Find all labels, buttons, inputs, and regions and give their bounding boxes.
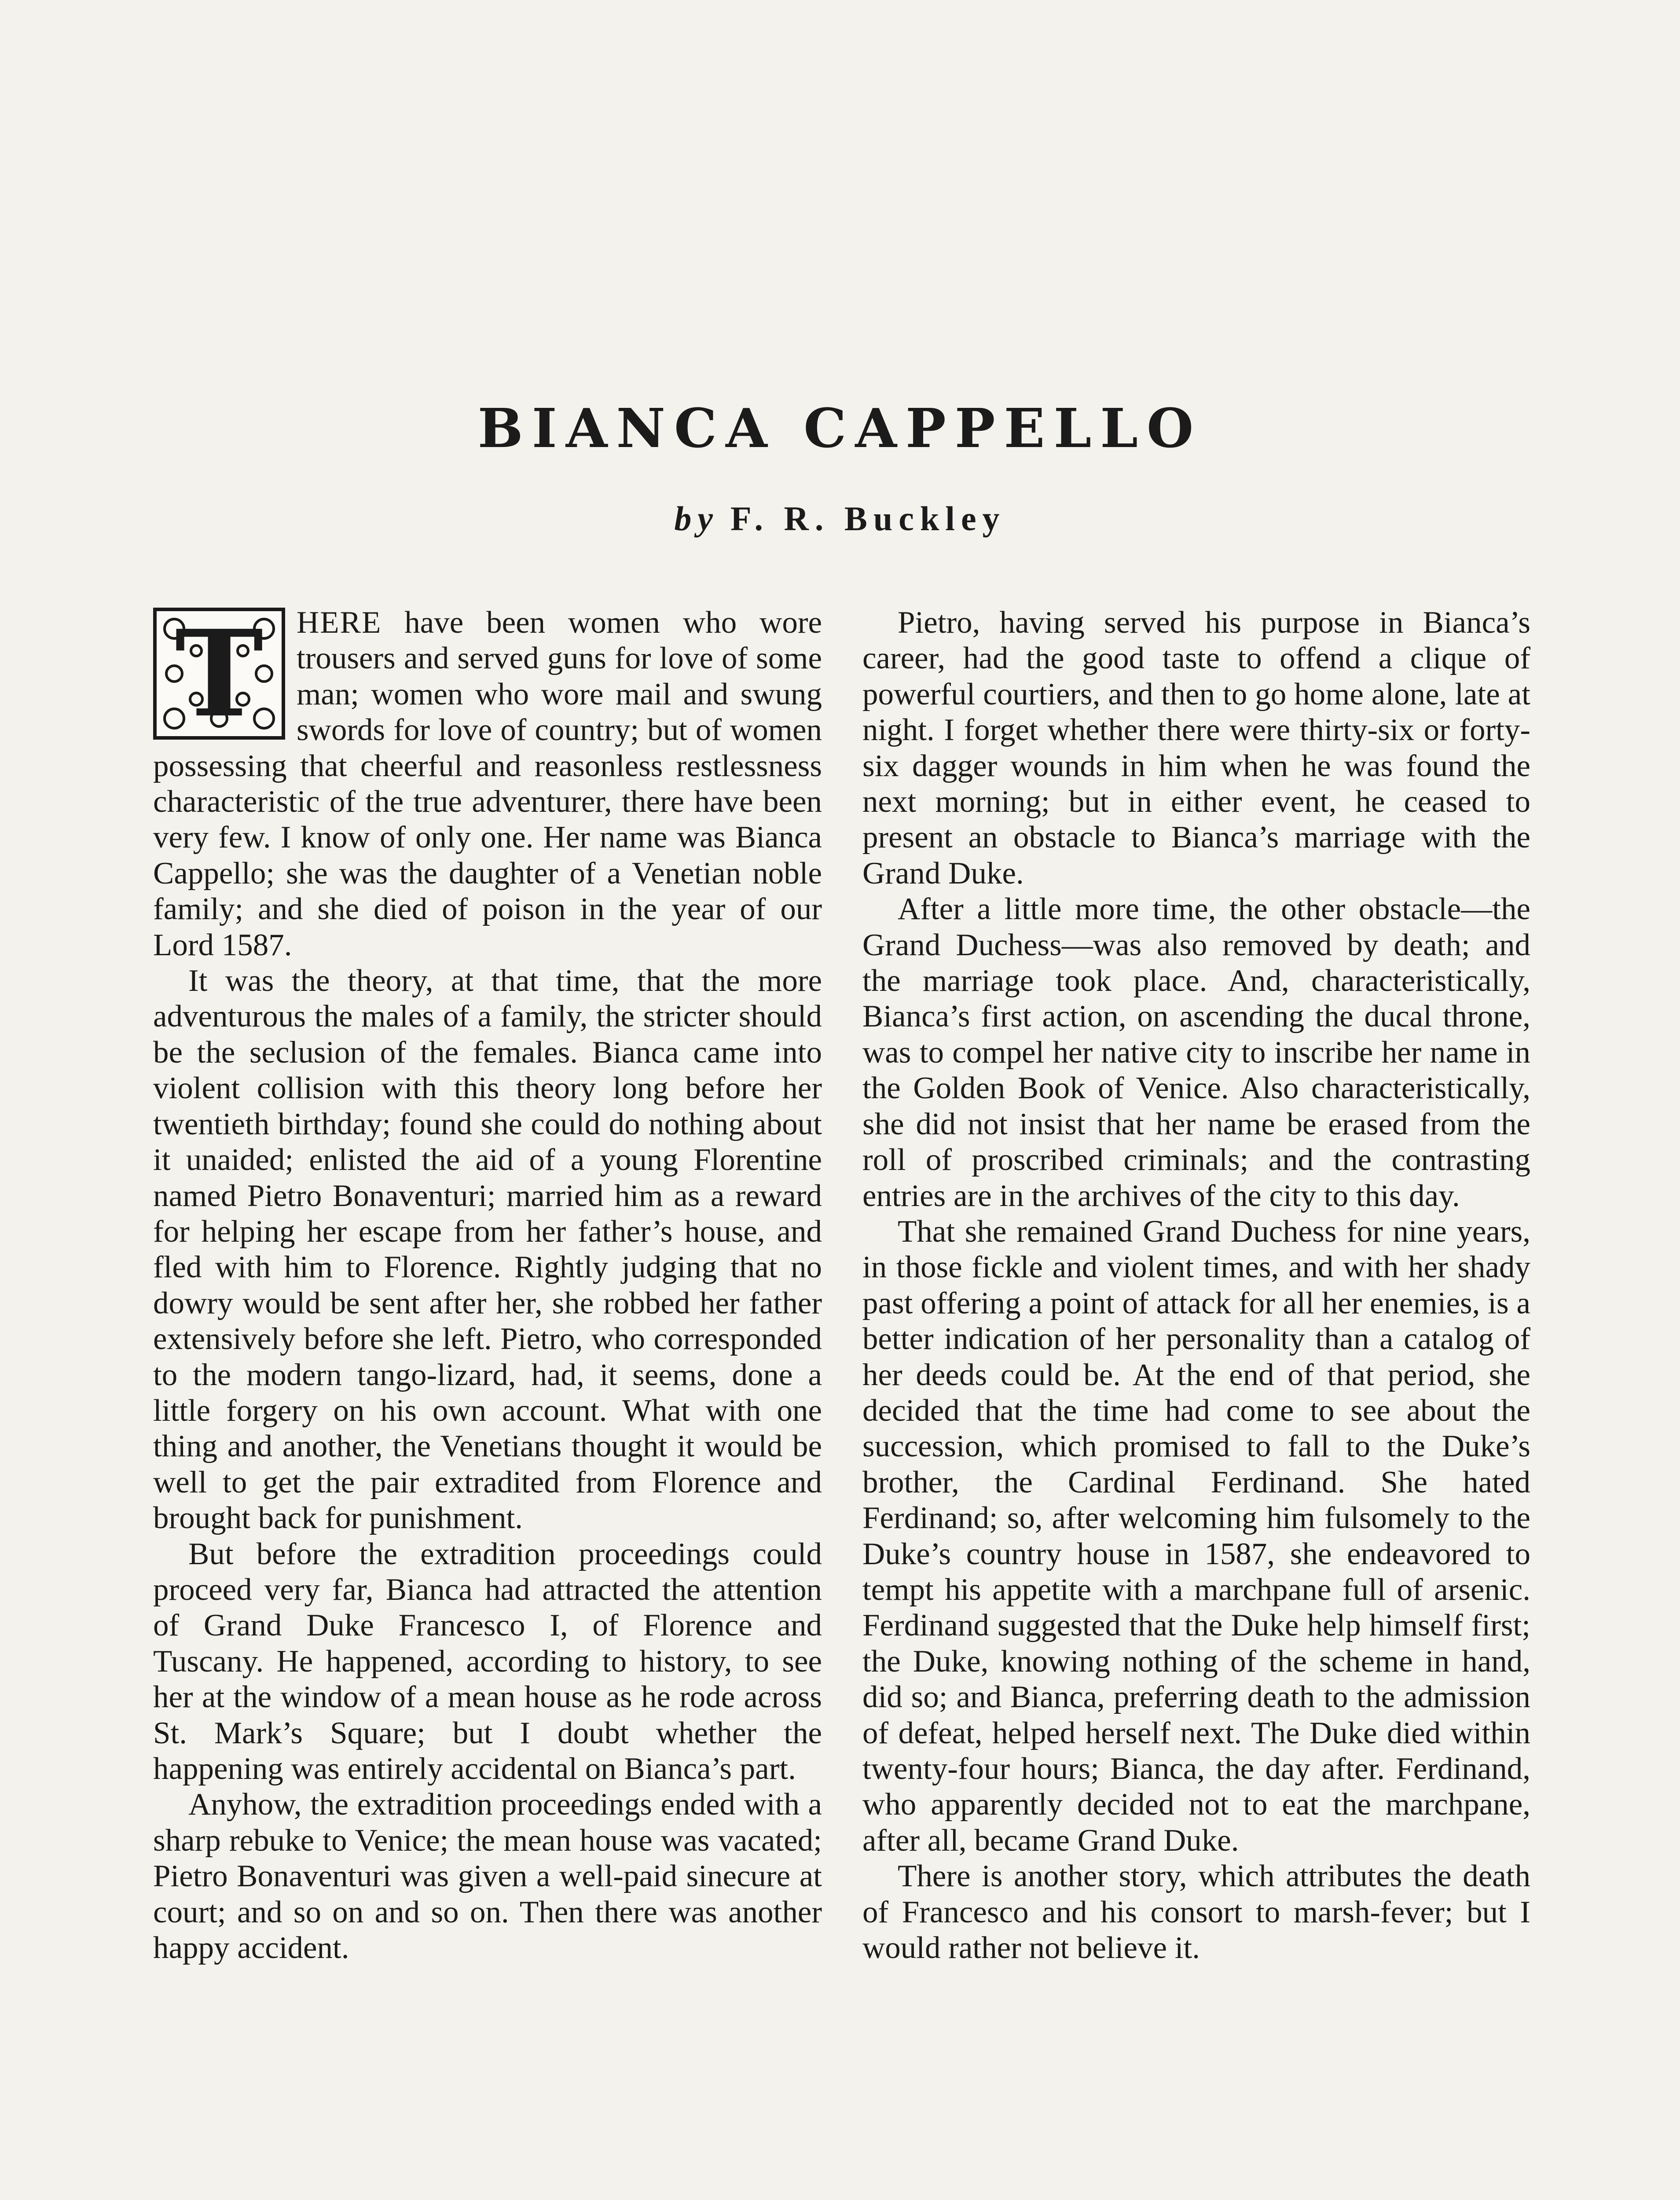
paragraph-5: Pietro, having served his purpose in Bianca’s career, had the good taste to offend a clique of powerful courtiers, and then to go home alone, late at night. I forget whether there were thirty-six or forty-six dagger wounds in him when he was found the next morning; but in either event, he ceased to present an obstacle to Bianca’s marriage with the Grand Duke. (862, 605, 1530, 891)
right-column (862, 605, 1530, 1966)
drop-cap-letter: T (175, 608, 264, 740)
drop-cap-ornament (153, 608, 285, 740)
byline (0, 499, 1680, 538)
article-title: BIANCA CAPPELLO (477, 396, 1203, 460)
paragraph-3: But before the extradition proceedings could proceed very far, Bianca had attracted the attention of Grand Duke Francesco I, of Florence and Tuscany. He happened, according to history, to see her at the window of a mean house as he rode across St. Mark’s Square; but I doubt whether the happening was entirely accidental on Bianca’s part. (153, 1536, 822, 1786)
paragraph-4: Anyhow, the extradition proceedings ended with a sharp rebuke to Venice; the mean house was vacated; Pietro Bonaventuri was given a well-paid sinecure at court; and so on and so on. Then there was another happy accident. (153, 1787, 822, 1965)
paragraph-6: After a little more time, the other obstacle—the Grand Duchess—was also removed by death; and the marriage took place. And, characteristically, Bianca’s first action, on ascending the ducal throne, was to compel her native city to inscribe her name in the Golden Book of Venice. Also characteristically, she did not insist that her name be erased from the roll of proscribed criminals; and the contrasting entries are in the archives of the city to this day. (862, 892, 1530, 1213)
paragraph-2: It was the theory, at that time, that the more adventurous the males of a family, the stricter should be the seclusion of the females. Bianca came into violent collision with this theory long before her twentieth birthday; found she could do nothing about it unaided; enlisted the aid of a young Florentine named Pietro Bonaventuri; married him as a reward for helping her escape from her father’s house, and fled with him to Florence. Rightly judging that no dowry would be sent after her, she robbed her father extensively before she left. Pietro, who corresponded to the modern tango-lizard, had, it seems, done a little forgery on his own account. What with one thing and another, the Venetians thought it would be well to get the pair extradited from Florence and brought back for punishment. (153, 964, 822, 1536)
first-word-rest: HERE (297, 605, 382, 640)
left-column (153, 605, 822, 1966)
author-name: F. R. Buckley (730, 499, 1006, 538)
paragraph-8: There is another story, which attributes the death of Francesco and his consort to marsh-fever; but I would rather not believe it. (862, 1859, 1530, 1965)
paragraph-1 (153, 605, 822, 963)
paragraph-1-text: have been women who wore trousers and served guns for love of some man; women who wore mail and swung swords for love of country; but of women possessing that cheerful and reasonless restlessness characteristic of the true adventurer, there have been very few. I know of only one. Her name was Bianca Cappello; she was the daughter of a Venetian noble family; and she died of poison in the year of our Lord 1587. (153, 605, 822, 962)
byline-prefix: by (674, 499, 719, 538)
paragraph-7: That she remained Grand Duchess for nine years, in those fickle and violent times, and with her shady past offering a point of attack for all her enemies, is a better indication of her personality than a catalog of her deeds could be. At the end of that period, she decided that the time had come to see about the succession, which promised to fall to the Duke’s brother, the Cardinal Ferdinand. She hated Ferdinand; so, after welcoming him fulsomely to the Duke’s country house in 1587, she endeavored to tempt his appetite with a marchpane full of arsenic. Ferdinand suggested that the Duke help himself first; the Duke, knowing nothing of the scheme in hand, did so; and Bianca, preferring death to the admission of defeat, helped herself next. The Duke died within twenty-four hours; Bianca, the day after. Ferdinand, who apparently decided not to eat the marchpane, after all, became Grand Duke. (862, 1214, 1530, 1858)
